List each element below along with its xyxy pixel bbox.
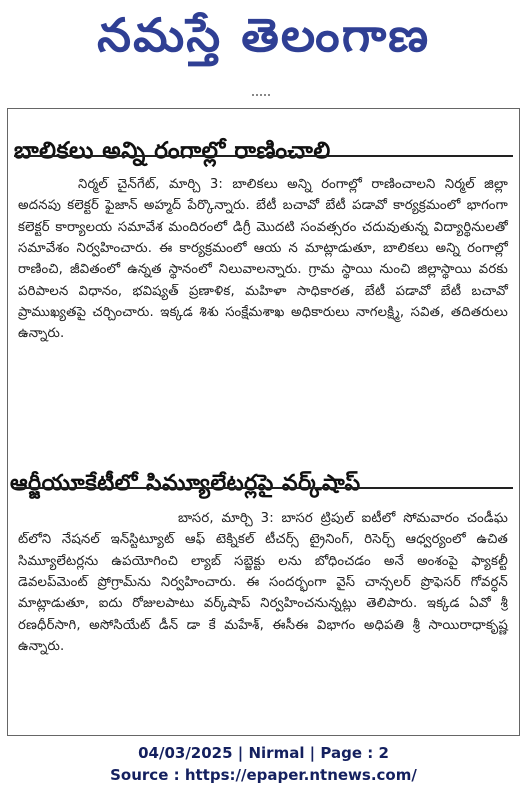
clipping-frame — [7, 108, 520, 736]
headline-divider — [14, 487, 513, 489]
article-body: బాసర, మార్చి 3: బాసర ట్రిపుల్ ఐటీలో సోమవారం చండీఘ ట్‌లోని నేషనల్ ఇన్‌స్టిట్యూట్ ఆఫ్ టెక్నికల్ టీచర్స్ ట్రైనింగ్, రిసెర్చ్ ఆధ్వర్యంలో ఉచిత సిమ్యూలేటర్లను ఉపయోగించి ల్యాబ్ సబ్జెక్టు లను బోధించడం అనే అంశంపై ఫ్యాకల్టీ డెవలప్‌మెంట్ ప్రోగ్రామ్‌ను నిర్వహించారు. ఈ సందర్భంగా వైస్ చాన్సలర్ ప్రొఫెసర్ గోవర్ధన్ మాట్లాడుతూ, ఐదు రోజులపాటు వర్క్‌షాప్ నిర్వహించనున్నట్లు తెలిపారు. ఇక్కడ ఏవో శ్రీ రణధీర్‌సాగి, అసోసియేట్ డీన్ డా కే మహేశ్, ఈసీఈ విభాగం అధిపతి శ్రీ సాయిరాధాకృష్ణ ఉన్నారు. — [18, 511, 508, 654]
headline-divider — [14, 155, 513, 157]
decorative-mark — [252, 94, 270, 99]
edition-info: 04/03/2025 | Nirmal | Page : 2 — [138, 744, 389, 762]
article-body: నిర్మల్ చైన్‌గేట్, మార్చి 3: బాలికలు అన్ని రంగాల్లో రాణించాలని నిర్మల్ జిల్లా అదనపు కలెక్టర్ ఫైజాన్ అహ్మద్ పేర్కొన్నారు. బేటీ బచావో బేటీ పడావో కార్యక్రమంలో భాగంగా కలెక్టర్ కార్యాలయ సమావేశ మందిరంలో డిగ్రీ మొదటి సంవత్సరం చదువుతున్న విద్యార్థినులతో సమావేశం నిర్వహించారు. ఈ కార్యక్రమంలో ఆయ న మాట్లాడుతూ, బాలికలు అన్ని రంగాల్లో రాణించి, జీవితంలో ఉన్నత స్థానంలో నిలువాలన్నారు. గ్రామ స్థాయి నుంచి జిల్లాస్థాయి వరకు పరిపాలన విధానం, భవిష్యత్ ప్రణాళిక, మహిళా సాధికారత, బేటీ పడావో బేటీ బచావో ప్రాముఖ్యతపై చర్చించారు. ఇక్కడ శిశు సంక్షేమశాఖ అధికారులు నాగలక్ష్మి, సవిత, తదితరులు ఉన్నారు. — [18, 177, 508, 342]
newspaper-logo: నమస్తే తెలంగాణ — [96, 8, 431, 62]
source-link[interactable]: Source : https://epaper.ntnews.com/ — [110, 766, 417, 784]
masthead — [0, 0, 527, 80]
article-headline: బాలికలు అన్ని రంగాల్లో రాణించాలి — [14, 138, 331, 165]
article-headline: ఆర్జీయూకేటీలో సిమ్యూలేటర్లపై వర్క్‌షాప్ — [10, 471, 361, 497]
